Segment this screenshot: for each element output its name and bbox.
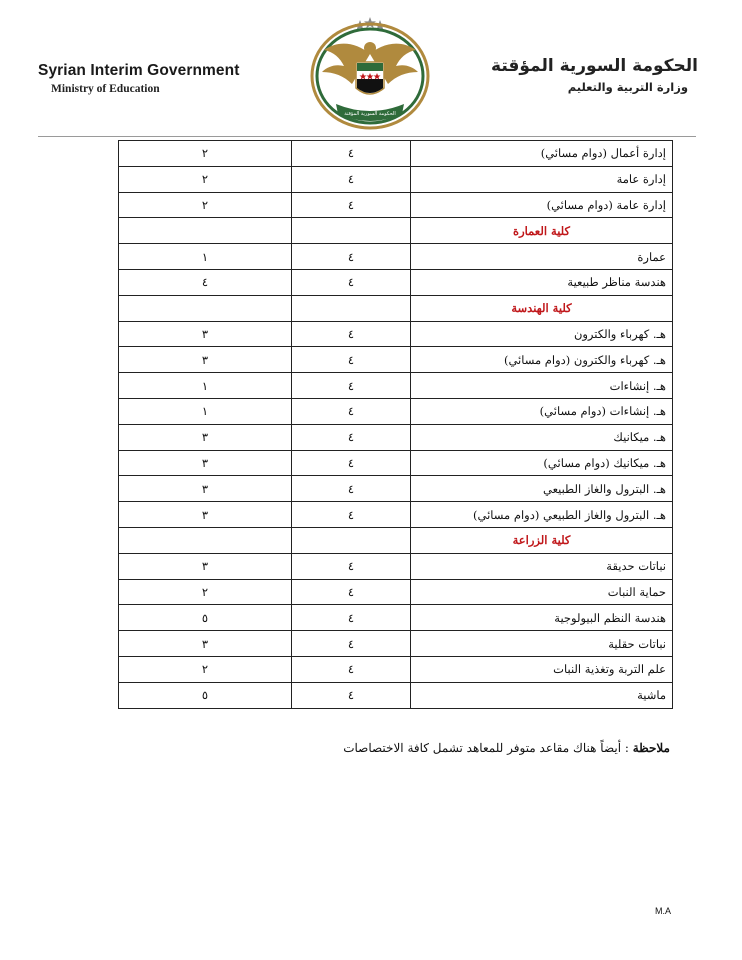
- table-row: [119, 476, 673, 502]
- table-row: [119, 631, 673, 657]
- seats-count-cell: ٣: [119, 553, 292, 579]
- specialization-name-cell: إدارة أعمال (دوام مسائي): [411, 141, 673, 167]
- specialization-name-cell: هـ. ميكانيك: [411, 424, 673, 450]
- note-line: [343, 741, 670, 755]
- arabic-government-title: الحكومة السورية المؤقتة: [491, 56, 698, 76]
- seats-count-cell: ٢: [119, 656, 292, 682]
- table-row: [119, 321, 673, 347]
- study-years-cell: ٤: [292, 398, 411, 424]
- note-separator: :: [621, 741, 633, 755]
- faculty-section-row: [119, 218, 673, 244]
- study-years-cell: ٤: [292, 579, 411, 605]
- faculty-name-cell: كلية الهندسة: [411, 295, 673, 321]
- seats-count-cell: ٥: [119, 605, 292, 631]
- seats-count-cell: ٢: [119, 166, 292, 192]
- study-years-cell: ٤: [292, 321, 411, 347]
- specialization-name-cell: هـ. إنشاءات: [411, 373, 673, 399]
- study-years-cell: ٤: [292, 192, 411, 218]
- specialization-name-cell: هـ. كهرباء والكترون (دوام مسائي): [411, 347, 673, 373]
- arabic-header: [468, 56, 698, 94]
- specialization-name-cell: علم التربة وتغذية النبات: [411, 656, 673, 682]
- table-row: [119, 682, 673, 708]
- header-divider: [38, 136, 696, 137]
- table-row: [119, 269, 673, 295]
- study-years-cell: ٤: [292, 476, 411, 502]
- table-row: [119, 605, 673, 631]
- seats-count-cell: ٢: [119, 141, 292, 167]
- table-row: [119, 398, 673, 424]
- specializations-table: [118, 140, 673, 709]
- specialization-name-cell: هـ. البترول والغاز الطبيعي: [411, 476, 673, 502]
- study-years-cell: ٤: [292, 373, 411, 399]
- study-years-cell: ٤: [292, 605, 411, 631]
- table-row: [119, 450, 673, 476]
- table-row: [119, 424, 673, 450]
- specialization-name-cell: إدارة عامة (دوام مسائي): [411, 192, 673, 218]
- english-header: [38, 62, 268, 95]
- table-row: [119, 656, 673, 682]
- english-ministry-subtitle: Ministry of Education: [51, 83, 160, 95]
- seats-count-cell: ٣: [119, 424, 292, 450]
- table-row: [119, 166, 673, 192]
- seats-count-cell: ٤: [119, 269, 292, 295]
- footer-initials: M.A: [655, 906, 672, 916]
- seats-count-cell: [119, 295, 292, 321]
- seats-count-cell: ٥: [119, 682, 292, 708]
- seats-count-cell: ٢: [119, 192, 292, 218]
- specialization-name-cell: هـ. إنشاءات (دوام مسائي): [411, 398, 673, 424]
- arabic-ministry-subtitle: وزارة التربية والتعليم: [567, 80, 688, 94]
- english-government-title: Syrian Interim Government: [38, 62, 240, 79]
- specialization-name-cell: هندسة النظم البيولوجية: [411, 605, 673, 631]
- faculty-name-cell: كلية العمارة: [411, 218, 673, 244]
- specialization-name-cell: نباتات حقلية: [411, 631, 673, 657]
- seats-count-cell: ٣: [119, 321, 292, 347]
- faculty-name-cell: كلية الزراعة: [411, 527, 673, 553]
- seats-count-cell: ١: [119, 244, 292, 270]
- study-years-cell: ٤: [292, 656, 411, 682]
- table-row: [119, 141, 673, 167]
- study-years-cell: ٤: [292, 269, 411, 295]
- table-row: [119, 347, 673, 373]
- table-row: [119, 579, 673, 605]
- table-row: [119, 502, 673, 528]
- specialization-name-cell: هـ. كهرباء والكترون: [411, 321, 673, 347]
- government-emblem-icon: [306, 14, 434, 132]
- study-years-cell: ٤: [292, 424, 411, 450]
- specializations-table-body: [119, 141, 673, 709]
- seats-count-cell: [119, 527, 292, 553]
- study-years-cell: ٤: [292, 450, 411, 476]
- seats-count-cell: ٣: [119, 476, 292, 502]
- seats-count-cell: ١: [119, 373, 292, 399]
- table-row: [119, 553, 673, 579]
- specialization-name-cell: عمارة: [411, 244, 673, 270]
- faculty-section-row: [119, 295, 673, 321]
- table-row: [119, 244, 673, 270]
- faculty-section-row: [119, 527, 673, 553]
- study-years-cell: ٤: [292, 502, 411, 528]
- specialization-name-cell: هـ. ميكانيك (دوام مسائي): [411, 450, 673, 476]
- seats-count-cell: ٣: [119, 450, 292, 476]
- svg-text:الحكومة السورية المؤقتة: الحكومة السورية المؤقتة: [344, 111, 396, 117]
- seats-count-cell: ١: [119, 398, 292, 424]
- specialization-name-cell: نباتات حديقة: [411, 553, 673, 579]
- note-label: ملاحظة: [632, 741, 670, 755]
- seats-count-cell: ٣: [119, 631, 292, 657]
- table-row: [119, 192, 673, 218]
- specialization-name-cell: إدارة عامة: [411, 166, 673, 192]
- seats-count-cell: [119, 218, 292, 244]
- study-years-cell: ٤: [292, 347, 411, 373]
- study-years-cell: [292, 527, 411, 553]
- seats-count-cell: ٣: [119, 347, 292, 373]
- study-years-cell: [292, 295, 411, 321]
- specialization-name-cell: هندسة مناظر طبيعية: [411, 269, 673, 295]
- study-years-cell: ٤: [292, 631, 411, 657]
- seats-count-cell: ٣: [119, 502, 292, 528]
- specialization-name-cell: حماية النبات: [411, 579, 673, 605]
- specialization-name-cell: ماشية: [411, 682, 673, 708]
- study-years-cell: ٤: [292, 141, 411, 167]
- seats-count-cell: ٢: [119, 579, 292, 605]
- specialization-name-cell: هـ. البترول والغاز الطبيعي (دوام مسائي): [411, 502, 673, 528]
- note-text: أيضاً هناك مقاعد متوفر للمعاهد تشمل كافة الاختصاصات: [343, 741, 622, 755]
- study-years-cell: [292, 218, 411, 244]
- study-years-cell: ٤: [292, 166, 411, 192]
- table-row: [119, 373, 673, 399]
- study-years-cell: ٤: [292, 553, 411, 579]
- study-years-cell: ٤: [292, 682, 411, 708]
- study-years-cell: ٤: [292, 244, 411, 270]
